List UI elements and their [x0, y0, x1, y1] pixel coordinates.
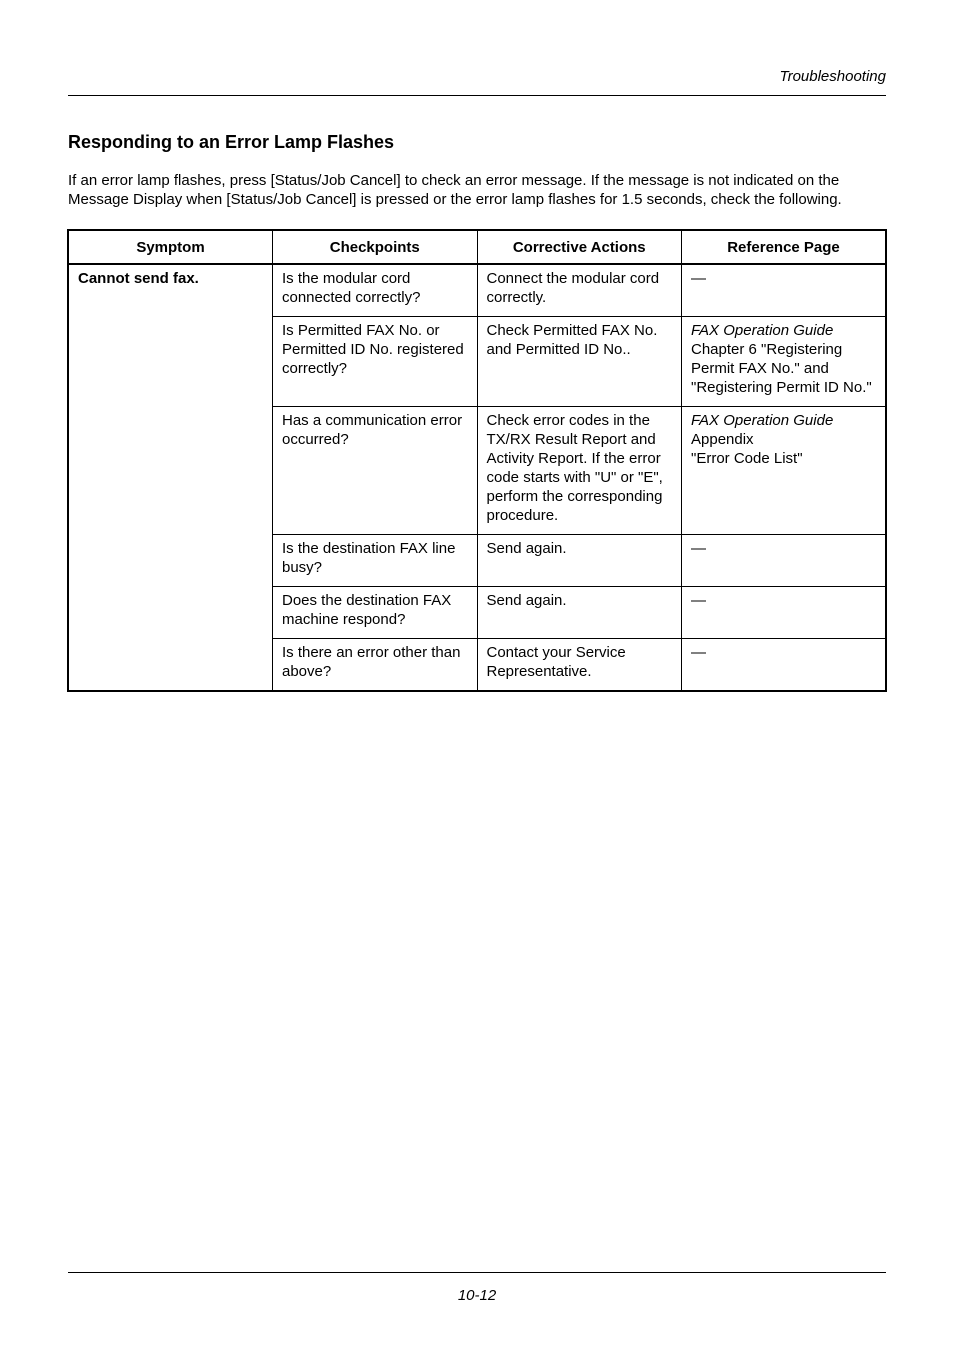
reference-line: — [691, 540, 706, 557]
checkpoint-cell: Is Permitted FAX No. or Permitted ID No. registered correctly? [273, 317, 478, 407]
checkpoint-cell: Is the modular cord connected correctly? [273, 264, 478, 317]
column-header-symptom: Symptom [68, 230, 273, 264]
table-header-row [68, 230, 886, 264]
reference-page-cell [682, 535, 887, 587]
reference-line: Appendix [691, 431, 754, 448]
corrective-action-cell: Connect the modular cord correctly. [477, 264, 682, 317]
reference-line: — [691, 270, 706, 287]
corrective-action-cell: Send again. [477, 535, 682, 587]
checkpoint-cell: Has a communication error occurred? [273, 407, 478, 535]
reference-page-cell [682, 264, 887, 317]
reference-line: "Error Code List" [691, 450, 803, 467]
corrective-action-cell: Check error codes in the TX/RX Result Report and Activity Report. If the error code starts with "U" or "E", perform the corresponding procedure. [477, 407, 682, 535]
column-header-corrective-actions: Corrective Actions [477, 230, 682, 264]
reference-line: — [691, 592, 706, 609]
reference-line: — [691, 644, 706, 661]
column-header-reference-page: Reference Page [682, 230, 887, 264]
footer-divider [68, 1272, 886, 1273]
column-header-checkpoints: Checkpoints [273, 230, 478, 264]
checkpoint-cell: Is there an error other than above? [273, 639, 478, 692]
running-header: Troubleshooting [779, 68, 886, 85]
corrective-action-cell: Send again. [477, 587, 682, 639]
corrective-action-cell: Check Permitted FAX No. and Permitted ID No.. [477, 317, 682, 407]
section-title: Responding to an Error Lamp Flashes [68, 132, 395, 152]
corrective-action-cell: Contact your Service Representative. [477, 639, 682, 692]
reference-page-cell [682, 317, 887, 407]
reference-guide-title: FAX Operation Guide [691, 322, 834, 339]
table-body [68, 264, 886, 691]
intro-paragraph: If an error lamp flashes, press [Status/Job Cancel] to check an error message. If the message is not indicated on the Message Display when [Status/Job Cancel] is pressed or the error lamp flashes for 1.5 seconds, check the following. [68, 172, 842, 208]
reference-page-cell [682, 639, 887, 692]
reference-guide-title: FAX Operation Guide [691, 412, 834, 429]
troubleshooting-table [67, 229, 887, 692]
reference-line: Chapter 6 "Registering Permit FAX No." and "Registering Permit ID No." [691, 341, 872, 396]
header-divider [68, 95, 886, 96]
reference-page-cell [682, 407, 887, 535]
table-row [68, 264, 886, 317]
reference-page-cell [682, 587, 887, 639]
page-number: 10-12 [457, 1287, 497, 1304]
symptom-cell: Cannot send fax. [68, 264, 273, 691]
checkpoint-cell: Is the destination FAX line busy? [273, 535, 478, 587]
checkpoint-cell: Does the destination FAX machine respond? [273, 587, 478, 639]
